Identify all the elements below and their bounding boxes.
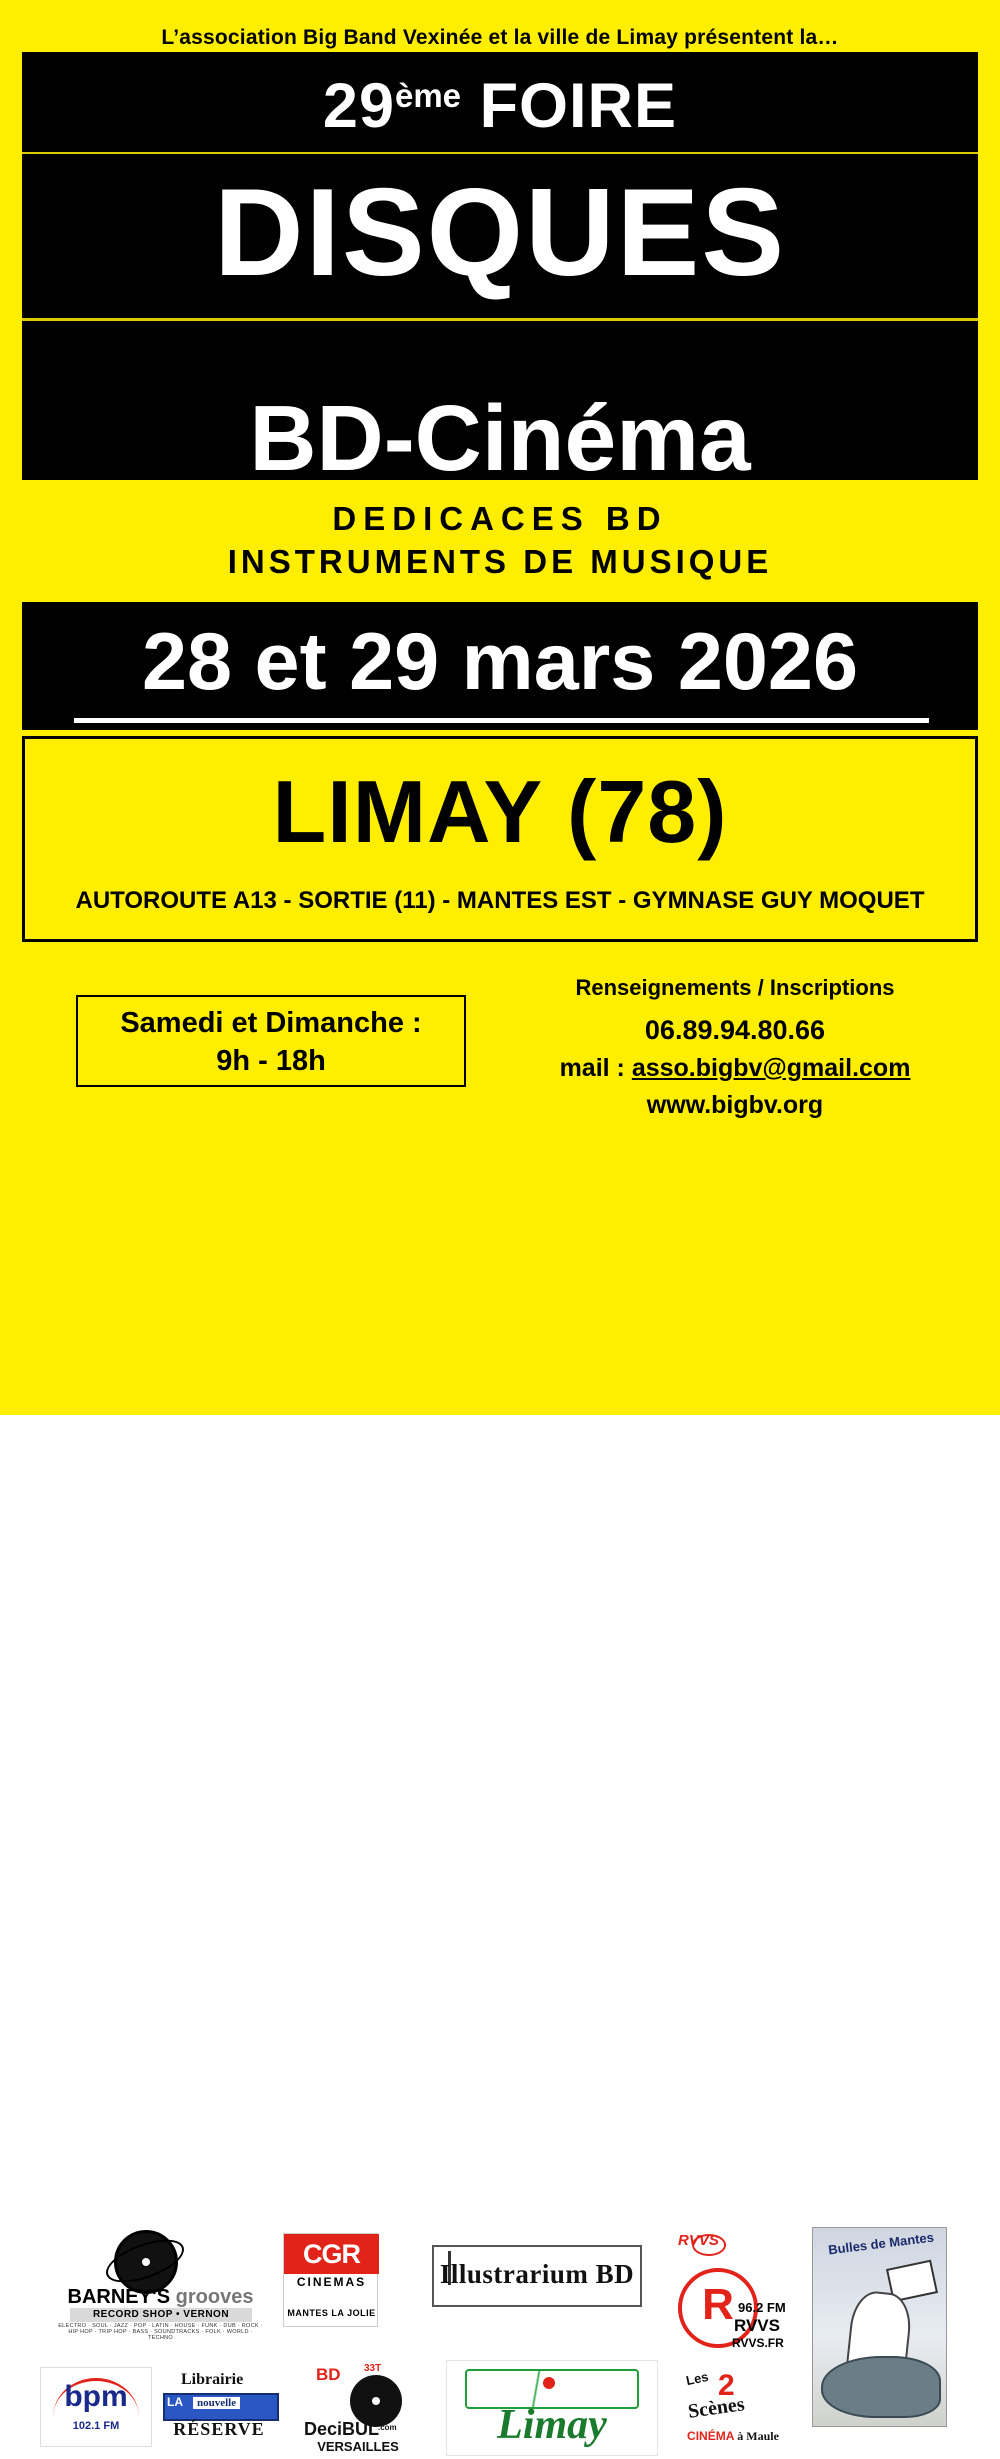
- eye-icon: [692, 2234, 726, 2256]
- divider-top: [22, 152, 978, 154]
- logo-bulles-de-mantes: [812, 2227, 947, 2427]
- logo-cgr-cinemas: [283, 2233, 378, 2327]
- opening-time: 9h - 18h: [216, 1045, 326, 1077]
- logo-les-2-scenes: [672, 2367, 794, 2459]
- title-bd-cinema: BD-Cinéma: [249, 386, 751, 490]
- logo-rvvs-top: RVVS: [678, 2232, 719, 2249]
- logo-barneys-tags: ELECTRO · SOUL · JAZZ · POP · LATIN · HOUSE · FUNK · DUB · ROCK · HIP HOP · TRIP HOP · BASS · SOUNDTRACKS · FOLK · WORLD · TECHNO: [58, 2323, 263, 2341]
- logo-decibul-33t: 33T: [364, 2363, 382, 2374]
- presenter-line: L’association Big Band Vexinée et la ville de Limay présentent la…: [161, 26, 839, 49]
- venue-address: AUTOROUTE A13 - SORTIE (11) - MANTES EST - GYMNASE GUY MOQUET: [75, 887, 925, 914]
- logo-reserve-librairie: Librairie: [181, 2371, 244, 2388]
- logo-decibul-name: [304, 2419, 379, 2440]
- logo-limay-text: Limay: [497, 2402, 607, 2448]
- logo-barneys-line1: BARNEY'S: [67, 2286, 171, 2308]
- edition-heading: [22, 70, 978, 142]
- logo-scenes-les: Les: [684, 2368, 710, 2389]
- logo-rvvs-frequency: 96.2 FM: [738, 2300, 786, 2315]
- opening-hours-box: [76, 995, 466, 1087]
- logo-ville-de-limay: [446, 2360, 658, 2456]
- logo-la-nouvelle-reserve: [163, 2371, 275, 2447]
- logo-bpm-frequency: 102.1 FM: [72, 2420, 120, 2432]
- logo-bpm-radio: [40, 2367, 152, 2447]
- logo-reserve-la: LA: [167, 2395, 183, 2409]
- contact-phone[interactable]: 06.89.94.80.66: [644, 1015, 826, 1045]
- logo-cgr-city: MANTES LA JOLIE: [287, 2308, 376, 2318]
- logo-barneys-line2: grooves: [175, 2286, 254, 2308]
- logo-illustrarium-text: Illustrarium BD: [439, 2259, 635, 2289]
- logo-decibul-versailles: [304, 2363, 412, 2455]
- logo-reserve-nouvelle: nouvelle: [193, 2397, 240, 2409]
- edition-word: FOIRE: [479, 71, 678, 141]
- logo-cgr-subtitle: CINEMAS: [296, 2275, 367, 2289]
- location-box: [22, 736, 978, 942]
- logo-barneys-name: [58, 2286, 263, 2309]
- title-block: [22, 52, 978, 490]
- logo-decibul-bd: BD: [316, 2365, 341, 2384]
- title-disques: DISQUES: [213, 164, 787, 302]
- logo-cgr-mark: CGR: [284, 2234, 379, 2274]
- contact-title: Renseignements / Inscriptions: [575, 975, 895, 1000]
- logo-scenes-cinema-word: CINÉMA: [687, 2429, 734, 2443]
- logo-illustrarium-bd: [432, 2245, 642, 2307]
- logo-rvvs-site: RVVS.FR: [732, 2336, 784, 2350]
- logo-decibul-name-text: DeciBUL: [304, 2419, 380, 2439]
- date-bar: [22, 602, 978, 730]
- logo-rvvs-radio: [672, 2230, 787, 2365]
- logo-scenes-city: à Maule: [737, 2429, 779, 2443]
- divider-mid: [22, 318, 978, 321]
- subtitle-instruments: INSTRUMENTS DE MUSIQUE: [227, 543, 773, 580]
- subtitle-dedicaces: DEDICACES BD: [332, 500, 668, 537]
- logo-barneys-bar: RECORD SHOP • VERNON: [70, 2308, 252, 2322]
- edition-suffix: ème: [394, 77, 462, 114]
- limay-dot-icon: [543, 2377, 555, 2389]
- logo-scenes-number: 2: [718, 2369, 735, 2402]
- opening-days: Samedi et Dimanche :: [120, 1007, 422, 1039]
- edition-number: 29: [322, 71, 395, 141]
- logo-bulles-title: Bulles de Mantes: [827, 2229, 935, 2258]
- contact-mail[interactable]: [500, 1054, 970, 1083]
- contact-mail-address[interactable]: asso.bigbv@gmail.com: [631, 1054, 911, 1082]
- contact-website[interactable]: www.bigbv.org: [646, 1091, 824, 1119]
- contact-mail-label: mail :: [559, 1054, 632, 1082]
- logo-scenes-name: Scènes: [686, 2393, 746, 2423]
- radio-r-icon: R: [678, 2268, 758, 2348]
- logo-reserve-name: RÉSERVE: [173, 2419, 265, 2439]
- event-dates: 28 et 29 mars 2026: [141, 617, 859, 707]
- sponsor-logos: [0, 1105, 1000, 2454]
- logo-scenes-cinema: [672, 2429, 794, 2444]
- logo-barneys-grooves: [58, 2230, 263, 2341]
- logo-decibul-domain: .com: [378, 2423, 397, 2432]
- dragon-icon: [821, 2356, 941, 2418]
- logo-decibul-city: VERSAILLES: [317, 2439, 399, 2454]
- city-name: LIMAY (78): [272, 762, 728, 861]
- logo-bpm-name: bpm: [64, 2380, 128, 2413]
- contact-block: [500, 975, 970, 1120]
- logo-rvvs-name: RVVS: [734, 2316, 780, 2335]
- date-underline: [74, 718, 929, 723]
